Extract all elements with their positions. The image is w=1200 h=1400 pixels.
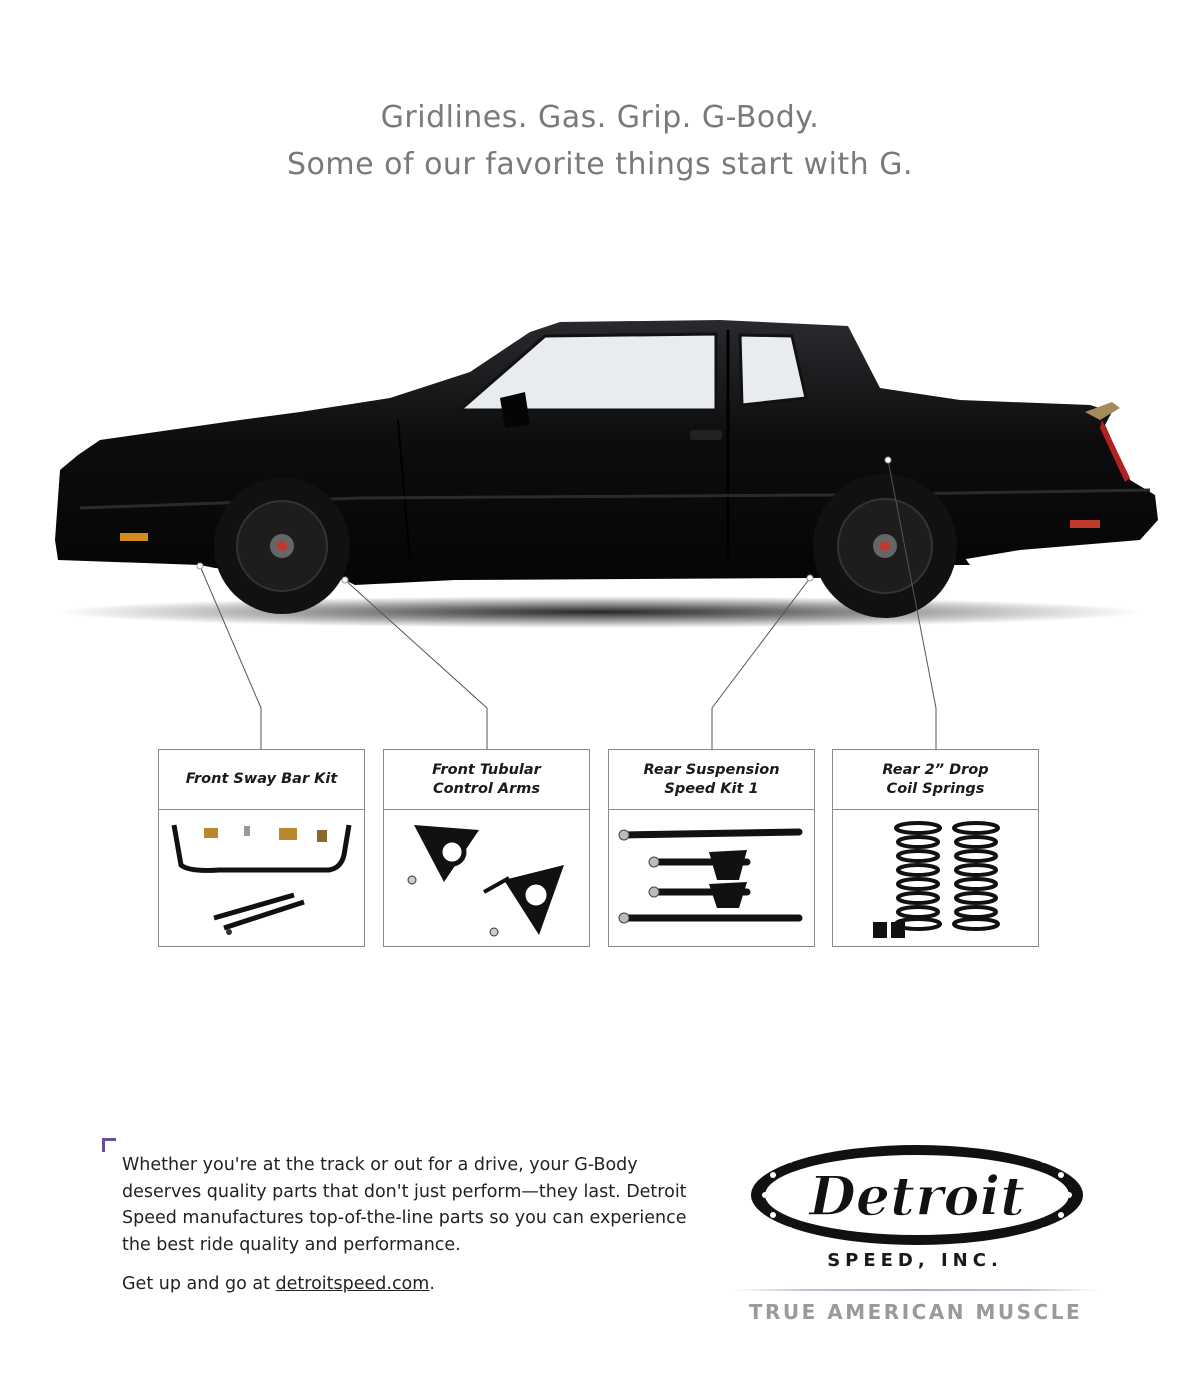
control-arms-image xyxy=(384,810,589,946)
product-title: Front Tubular Control Arms xyxy=(384,750,589,810)
logo-wordmark: Detroit xyxy=(808,1164,1026,1228)
product-rear-2-drop-coil-springs[interactable] xyxy=(832,749,1039,947)
logo-subline: SPEED, INC. xyxy=(827,1250,1003,1271)
cta-suffix: . xyxy=(429,1274,435,1294)
product-front-sway-bar-kit[interactable] xyxy=(158,749,365,947)
coil-springs-image xyxy=(833,810,1038,946)
headline-line-2: Some of our favorite things start with G. xyxy=(287,147,913,182)
product-rear-suspension-speed-kit-1[interactable] xyxy=(608,749,815,947)
product-title: Rear Suspension Speed Kit 1 xyxy=(609,750,814,810)
front-wheel xyxy=(214,478,350,614)
body-copy xyxy=(122,1152,712,1258)
g-body-car-image xyxy=(0,300,1200,640)
detroit-speed-logo xyxy=(745,1140,1090,1250)
logo-divider xyxy=(733,1289,1098,1291)
call-to-action xyxy=(122,1274,435,1294)
cta-prefix: Get up and go at xyxy=(122,1274,276,1294)
detroitspeed-link[interactable]: detroitspeed.com xyxy=(275,1274,430,1294)
sway-bar-image xyxy=(159,810,364,946)
body-paragraph: Whether you're at the track or out for a drive, your G-Body deserves quality parts that don't just perform—they last. Detroit Speed manufactures top-of-the-line parts so you can experience the best ride quality and performance. xyxy=(122,1155,687,1255)
rear-suspension-image xyxy=(609,810,814,946)
tagline: TRUE AMERICAN MUSCLE xyxy=(748,1300,1083,1324)
headline-line-1: Gridlines. Gas. Grip. G-Body. xyxy=(380,100,820,135)
product-front-tubular-control-arms[interactable] xyxy=(383,749,590,947)
rear-wheel xyxy=(813,474,957,618)
product-title: Rear 2” Drop Coil Springs xyxy=(833,750,1038,810)
product-title: Front Sway Bar Kit xyxy=(159,750,364,810)
accent-corner-mark xyxy=(102,1138,116,1152)
